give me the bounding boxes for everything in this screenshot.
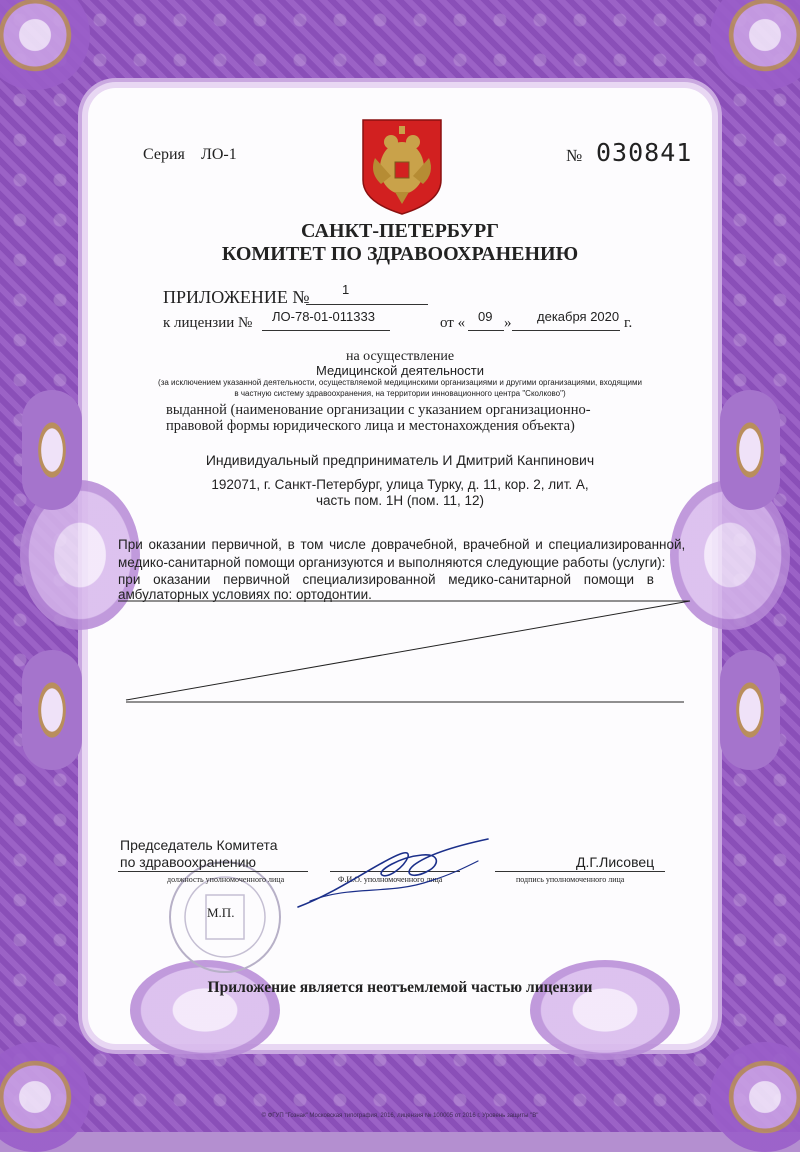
signatory-name: Д.Г.Лисовец bbox=[576, 854, 655, 870]
date-month-year: декабря 2020 bbox=[537, 309, 620, 324]
signatory-position-line1: Председатель Комитета bbox=[120, 837, 278, 853]
services-line3: при оказании первичной специализированной медико-санитарной помощи в bbox=[118, 572, 654, 587]
stamp-label: М.П. bbox=[207, 905, 235, 920]
document-number: 030841 bbox=[596, 138, 693, 167]
printer-imprint: © ФГУП "Гознак" Московская типография, 2016, лицензия № 100005 от 2016 г. Уровень защиты "В" bbox=[261, 1113, 539, 1119]
license-label: к лицензии № bbox=[163, 315, 253, 331]
date-day: 09 bbox=[478, 309, 493, 324]
caption-signature: подпись уполномоченного лица bbox=[516, 875, 625, 884]
date-mid: » bbox=[504, 315, 512, 331]
number-sign: № bbox=[566, 146, 583, 165]
appendix-label: ПРИЛОЖЕНИЕ № bbox=[163, 287, 310, 307]
activity-intro: на осуществление bbox=[345, 349, 455, 364]
signature-line bbox=[495, 871, 665, 872]
caption-position: должность уполномоченного лица bbox=[167, 875, 285, 884]
organization-address-line2: часть пом. 1Н (пом. 11, 12) bbox=[316, 493, 484, 508]
city-title: САНКТ-ПЕТЕРБУРГ bbox=[301, 220, 499, 242]
services-line2: медико-санитарной помощи организуются и выполняются следующие работы (услуги): bbox=[118, 555, 666, 570]
signatory-position-line2: по здравоохранению bbox=[120, 854, 256, 870]
appendix-number: 1 bbox=[342, 282, 350, 297]
services-line4: амбулаторных условиях по: ортодонтии. bbox=[118, 587, 372, 602]
footer-statement: Приложение является неотъемлемой частью лицензии bbox=[207, 979, 593, 996]
organization-name: Индивидуальный предприниматель И Дмитрий Канпинович bbox=[205, 452, 595, 468]
date-suffix: г. bbox=[624, 315, 633, 331]
series-label: Серия bbox=[143, 146, 185, 163]
license-number: ЛО-78-01-011333 bbox=[272, 309, 375, 324]
services-line1: При оказании первичной, в том числе доврачебной, врачебной и специализированной, bbox=[118, 537, 686, 552]
activity-type: Медицинской деятельности bbox=[315, 363, 485, 378]
handwritten-signature-icon bbox=[290, 835, 500, 915]
committee-title: КОМИТЕТ ПО ЗДРАВООХРАНЕНИЮ bbox=[221, 243, 579, 265]
activity-note-line1: (за исключением указанной деятельности, осуществляемой медицинскими организациями и другими организациями, входящими bbox=[158, 378, 642, 387]
series-value: ЛО-1 bbox=[201, 146, 237, 163]
caption-name: Ф.И.О. уполномоченного лица bbox=[338, 875, 443, 884]
strike-line-diagonal bbox=[126, 601, 690, 700]
issued-caption-line2: правовой формы юридического лица и местонахождения объекта) bbox=[166, 418, 575, 434]
issued-caption-line1: выданной (наименование организации с указанием организационно- bbox=[166, 402, 591, 418]
organization-address-line1: 192071, г. Санкт-Петербург, улица Турку, д. 11, кор. 2, лит. А, bbox=[211, 477, 589, 492]
activity-note-line2: в частную систему здравоохранения, на территории инновационного центра "Сколково") bbox=[234, 389, 566, 398]
date-prefix: от « bbox=[440, 315, 466, 331]
position-line bbox=[118, 871, 308, 872]
